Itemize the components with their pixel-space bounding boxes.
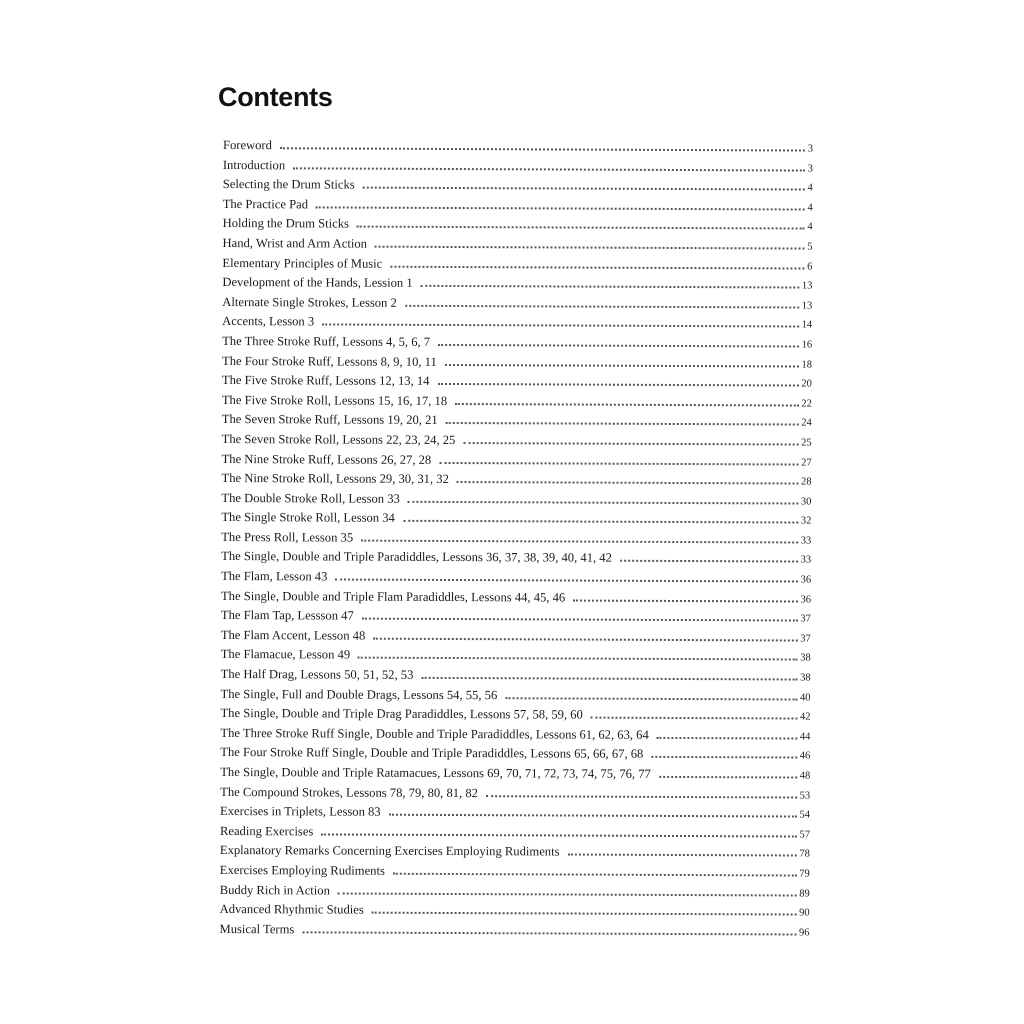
toc-dot-leader [322,324,799,328]
toc-entry [220,785,810,807]
toc-entry [222,412,812,434]
toc-dot-leader [280,147,805,151]
toc-entry-page-number: 89 [799,888,810,900]
toc-entry-page-number: 4 [807,221,813,233]
toc-dot-leader [421,285,799,289]
toc-entry-page-number: 46 [799,750,811,762]
toc-dot-leader [372,912,796,916]
toc-dot-leader [438,344,799,348]
toc-entry-label: The Single, Double and Triple Ratamacues, Lessons 69, 70, 71, 72, 73, 74, 75, 76, 77 [220,764,651,781]
toc-dot-leader [375,246,804,250]
toc-entry-page-number: 90 [799,907,810,919]
toc-dot-leader [405,305,799,309]
toc-entry-label: Exercises Employing Rudiments [219,862,385,878]
toc-entry [220,745,810,767]
toc-dot-leader [361,539,798,543]
toc-entry-page-number: 36 [800,574,812,586]
toc-dot-leader [338,892,796,896]
toc-entry [223,158,813,180]
toc-entry [221,589,811,611]
toc-dot-leader [390,265,804,269]
toc-entry-page-number: 16 [801,339,813,351]
toc-entry-label: The Five Stroke Ruff, Lessons 12, 13, 14 [221,373,430,389]
toc-dot-leader [321,833,796,837]
toc-entry-label: The Flamacue, Lesson 49 [220,647,351,662]
toc-entry-label: The Press Roll, Lesson 35 [221,529,354,545]
toc-entry [223,197,813,219]
toc-entry [220,883,810,905]
toc-dot-leader [505,697,797,700]
toc-dot-leader [293,167,804,171]
toc-entry-label: The Nine Stroke Ruff, Lessons 26, 27, 28 [221,451,432,467]
toc-entry-label: The Single, Double and Triple Paradiddles, Lessons 36, 37, 38, 39, 40, 41, 42 [221,549,612,566]
toc-dot-leader [659,776,797,779]
toc-entry-label: The Double Stroke Roll, Lesson 33 [221,490,400,506]
toc-dot-leader [445,364,799,368]
toc-entry-page-number: 78 [799,848,810,860]
toc-dot-leader [316,206,804,210]
toc-entry-page-number: 38 [800,672,811,684]
toc-dot-leader [373,638,797,642]
toc-entry-page-number: 20 [801,378,812,390]
toc-entry [221,647,811,669]
toc-entry [221,471,811,493]
toc-entry [222,432,812,454]
toc-dot-leader [335,579,797,583]
toc-entry-page-number: 37 [800,633,811,645]
toc-entry-page-number: 5 [807,241,813,253]
toc-entry-label: The Single Stroke Roll, Lesson 34 [221,510,395,526]
toc-entry-label: Advanced Rhythmic Studies [219,902,364,917]
toc-entry [222,295,812,317]
toc-dot-leader [437,383,798,387]
toc-dot-leader [457,481,798,484]
toc-entry [221,549,811,571]
toc-entry [222,236,812,258]
toc-entry-page-number: 44 [799,731,811,743]
toc-dot-leader [302,931,796,935]
toc-entry-page-number: 25 [801,437,812,449]
toc-dot-leader [421,677,797,681]
toc-entry-label: The Half Drag, Lessons 50, 51, 52, 53 [220,667,414,682]
toc-entry-page-number: 54 [799,809,811,821]
toc-entry-label: The Five Stroke Roll, Lessons 15, 16, 17, 18 [221,392,448,408]
toc-entry-page-number: 38 [800,652,811,665]
toc-entry-label: The Seven Stroke Roll, Lessons 22, 23, 24, 25 [221,431,456,447]
toc-entry-page-number: 22 [801,398,812,410]
toc-entry-page-number: 53 [799,790,811,802]
toc-dot-leader [486,795,797,798]
toc-entry [222,451,812,473]
toc-entry [221,687,811,709]
toc-entry [221,491,811,513]
toc-entry [219,922,809,944]
toc-entry [221,628,811,650]
toc-entry-page-number: 18 [801,359,813,371]
toc-entry-page-number: 4 [807,202,813,214]
toc-entry-page-number: 96 [799,927,810,939]
toc-entry-label: Foreword [222,138,272,153]
toc-entry [221,530,811,552]
toc-entry [223,177,813,199]
toc-dot-leader [408,500,798,504]
toc-entry [222,275,812,297]
toc-dot-leader [403,520,798,524]
toc-entry [220,824,810,846]
toc-entry [223,138,813,160]
toc-entry-page-number: 33 [800,554,812,567]
table-of-contents [219,138,812,944]
toc-entry-page-number: 27 [801,457,812,469]
toc-entry [221,510,811,532]
toc-dot-leader [651,756,796,759]
toc-entry [220,843,810,865]
toc-entry-label: Buddy Rich in Action [219,882,330,898]
toc-entry-label: Development of the Hands, Lession 1 [222,275,413,290]
toc-entry-page-number: 28 [800,476,812,488]
toc-dot-leader [567,854,796,857]
toc-entry-page-number: 40 [800,692,811,704]
toc-entry-label: The Seven Stroke Ruff, Lessons 19, 20, 21 [221,412,438,428]
toc-entry [221,608,811,630]
toc-entry-label: Holding the Drum Sticks [222,216,349,231]
toc-entry-label: Selecting the Drum Sticks [222,177,355,192]
toc-entry [220,726,810,748]
toc-entry-label: Reading Exercises [219,823,314,839]
toc-dot-leader [620,560,798,563]
toc-entry-label: The Flam Tap, Lessson 47 [220,608,354,623]
toc-dot-leader [573,599,797,602]
toc-entry-page-number: 57 [799,829,810,841]
toc-entry-label: The Three Stroke Ruff Single, Double and Triple Paradiddles, Lessons 61, 62, 63, 64 [220,725,649,742]
page-title: Contents [218,82,333,112]
toc-entry-label: Alternate Single Strokes, Lesson 2 [222,294,397,310]
toc-entry [222,334,812,356]
toc-entry-label: The Nine Stroke Roll, Lessons 29, 30, 31, 32 [221,471,449,487]
toc-dot-leader [363,187,805,191]
toc-entry-page-number: 13 [801,300,813,312]
toc-entry-label: Explanatory Remarks Concerning Exercises Employing Rudiments [219,843,560,859]
toc-entry [220,804,810,826]
toc-dot-leader [591,717,797,720]
toc-entry-label: The Four Stroke Ruff Single, Double and Triple Paradiddles, Lessons 65, 66, 67, 68 [220,745,644,762]
toc-dot-leader [463,442,798,445]
toc-entry-page-number: 36 [800,594,812,606]
toc-entry-page-number: 14 [801,319,813,331]
toc-entry-page-number: 37 [800,613,811,625]
toc-entry-page-number: 4 [807,182,813,194]
toc-entry-label: The Four Stroke Ruff, Lessons 8, 9, 10, 11 [221,353,437,369]
toc-entry-page-number: 3 [807,163,813,175]
toc-dot-leader [357,226,804,230]
toc-entry-label: Accents, Lesson 3 [222,314,315,329]
toc-entry [221,667,811,689]
toc-dot-leader [446,422,799,426]
toc-entry [220,902,810,924]
toc-entry [222,256,812,278]
toc-entry-label: The Flam Accent, Lesson 48 [220,627,366,643]
toc-entry-label: The Single, Double and Triple Drag Paradiddles, Lessons 57, 58, 59, 60 [220,706,583,722]
toc-dot-leader [362,618,798,622]
toc-entry-label: The Single, Double and Triple Flam Paradiddles, Lessons 44, 45, 46 [220,588,566,605]
toc-entry [221,569,811,591]
toc-entry-label: Elementary Principles of Music [222,255,383,271]
toc-entry-page-number: 42 [799,711,811,723]
toc-dot-leader [393,873,796,877]
toc-entry-page-number: 24 [801,417,812,429]
toc-entry-label: The Three Stroke Ruff, Lessons 4, 5, 6, 7 [222,333,431,349]
toc-entry-label: Introduction [222,157,286,172]
toc-entry-label: The Single, Full and Double Drags, Lessons 54, 55, 56 [220,686,498,702]
toc-dot-leader [455,403,798,406]
toc-dot-leader [439,461,798,465]
toc-entry-label: Hand, Wrist and Arm Action [222,235,367,251]
toc-dot-leader [657,737,797,740]
toc-entry [222,373,812,395]
toc-entry [220,706,810,728]
toc-entry-page-number: 3 [807,143,813,155]
toc-entry [222,393,812,415]
toc-entry-page-number: 13 [801,280,813,292]
toc-entry-page-number: 30 [800,496,812,508]
toc-dot-leader [389,814,797,818]
toc-entry-page-number: 48 [799,770,811,782]
toc-entry-page-number: 6 [807,261,813,273]
toc-entry [222,354,812,376]
toc-entry [222,314,812,336]
toc-dot-leader [358,657,797,661]
toc-entry [220,863,810,885]
toc-entry-page-number: 32 [800,515,812,527]
toc-entry [223,216,813,238]
toc-entry [220,765,810,787]
toc-entry-label: The Compound Strokes, Lessons 78, 79, 80, 81, 82 [220,784,479,800]
toc-entry-label: The Practice Pad [222,196,309,212]
toc-entry-page-number: 79 [799,868,810,880]
toc-entry-page-number: 33 [800,535,812,547]
toc-entry-label: Exercises in Triplets, Lesson 83 [220,804,381,819]
toc-entry-label: The Flam, Lesson 43 [221,569,328,584]
toc-entry-label: Musical Terms [219,921,295,937]
